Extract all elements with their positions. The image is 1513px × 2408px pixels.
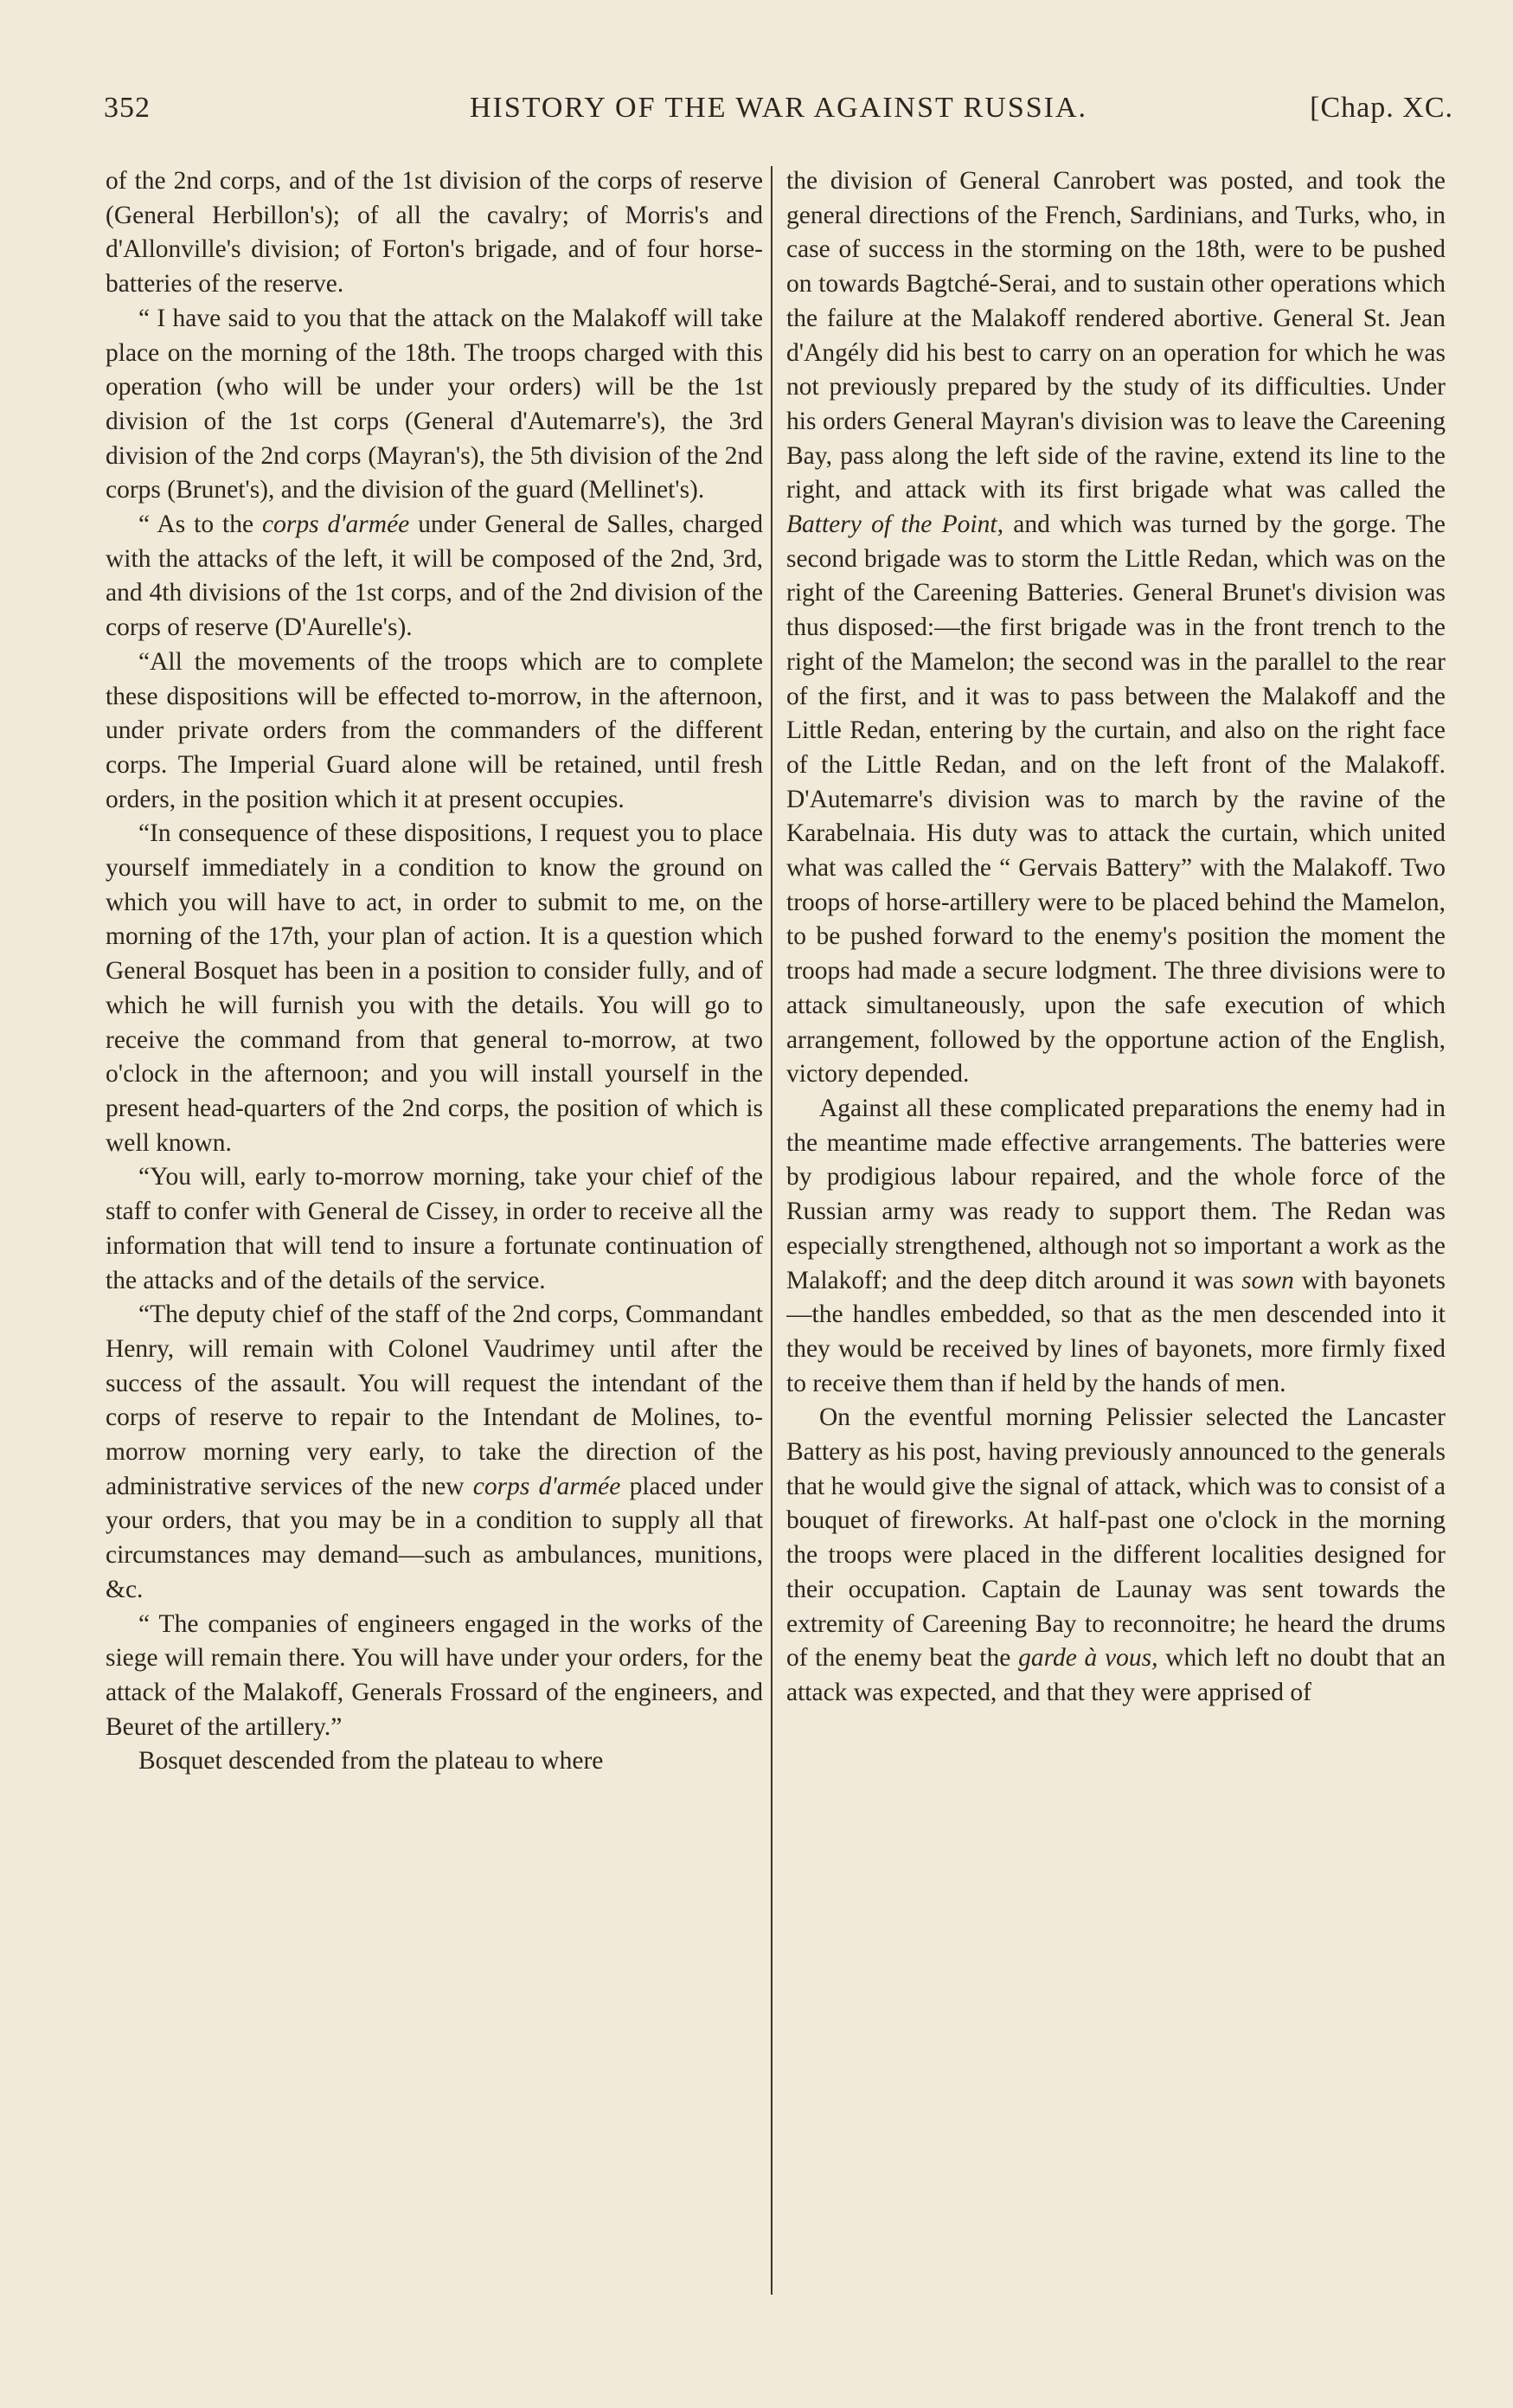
paragraph: “ As to the corps d'armée under General de Salles, charged with the attacks of the left, it will be composed of the 2nd, 3rd, and 4th divisions of the 1st corps, and of the 2nd division of the corps of reserve (D'Aurelle's).	[106, 510, 763, 642]
running-title: HISTORY OF THE WAR AGAINST RUSSIA.	[469, 92, 1088, 124]
page-number: 352	[104, 92, 151, 124]
column-rule	[771, 166, 773, 2295]
paragraph: of the 2nd corps, and of the 1st division of the corps of reserve (General Herbillon's); of all the cavalry; of Morris's and d'Allonville's division; of Forton's brigade, and of four horse-batteries of the reserve.	[106, 167, 763, 299]
paragraph: On the eventful morning Pelissier selected the Lancaster Battery as his post, having previously announced to the generals that he would give the signal of attack, which was to consist of a bouquet of fireworks. At half-past one o'clock in the morning the troops were placed in the different localities designed for their occupation. Captain de Launay was sent towards the extremity of Careening Bay to reconnoitre; he heard the drums of the enemy beat the garde à vous, which left no doubt that an attack was expected, and that they were apprised of	[786, 1403, 1446, 1706]
running-header	[104, 92, 1453, 137]
paragraph: Against all these complicated preparations the enemy had in the meantime made effective arrangements. The batteries were by prodigious labour repaired, and the whole force of the Russian army was ready to support them. The Redan was especially strengthened, although not so important a work as the Malakoff; and the deep ditch around it was sown with bayonets—the handles embedded, so that as the men descended into it they would be received by lines of bayonets, more firmly fixed to receive them than if held by the hands of men.	[786, 1094, 1446, 1397]
paragraph: “The deputy chief of the staff of the 2nd corps, Commandant Henry, will remain with Colonel Vaudrimey until after the success of the assault. You will request the intendant of the corps of reserve to repair to the Intendant de Molines, to-morrow morning very early, to take the direction of the administrative services of the new corps d'armée placed under your orders, that you may be in a condition to supply all that circumstances may demand—such as ambulances, munitions, &c.	[106, 1300, 763, 1603]
chapter-label: [Chap. XC.	[1310, 92, 1453, 124]
paragraph: Bosquet descended from the plateau to where	[138, 1747, 604, 1775]
right-column	[786, 164, 1446, 2293]
paragraph: “All the movements of the troops which are to complete these dispositions will be effected to-morrow, in the afternoon, under private orders from the commanders of the different corps. The Imperial Guard alone will be retained, until fresh orders, in the position which it at present occupies.	[106, 647, 763, 813]
left-column	[106, 164, 763, 2293]
paragraph: “ The companies of engineers engaged in the works of the siege will remain there. You will have under your orders, for the attack of the Malakoff, Generals Frossard of the engineers, and Beuret of the artillery.”	[106, 1609, 763, 1741]
paragraph: “ I have said to you that the attack on the Malakoff will take place on the morning of the 18th. The troops charged with this operation (who will be under your orders) will be the 1st division of the 1st corps (General d'Autemarre's), the 3rd division of the 2nd corps (Mayran's), the 5th division of the 2nd corps (Brunet's), and the division of the guard (Mellinet's).	[106, 304, 763, 504]
paragraph: “In consequence of these dispositions, I request you to place yourself immediately in a condition to know the ground on which you will have to act, in order to submit to me, on the morning of the 17th, your plan of action. It is a question which General Bosquet has been in a position to consider fully, and of which he will furnish you with the details. You will go to receive the command from that general to-morrow, at two o'clock in the afternoon; and you will install yourself in the present head-quarters of the 2nd corps, the position of which is well known.	[106, 819, 763, 1157]
paragraph: the division of General Canrobert was posted, and took the general directions of the French, Sardinians, and Turks, who, in case of success in the storming on the 18th, were to be pushed on towards Bagtché-Serai, and to sustain other operations which the failure at the Malakoff rendered abortive. General St. Jean d'Angély did his best to carry on an operation for which he was not previously prepared by the study of its difficulties. Under his orders General Mayran's division was to leave the Careening Bay, pass along the left side of the ravine, extend its line to the right, and attack with its first brigade what was called the Battery of the Point, and which was turned by the gorge. The second brigade was to storm the Little Redan, which was on the right of the Careening Batteries. General Brunet's division was thus disposed:—the first brigade was in the front trench to the right of the Mamelon; the second was in the parallel to the rear of the first, and it was to pass between the Malakoff and the Little Redan, entering by the curtain, and also on the right face of the Little Redan, and on the left front of the Malakoff. D'Autemarre's division was to march by the ravine of the Karabelnaia. His duty was to attack the curtain, which united what was called the “ Gervais Battery” with the Malakoff. Two troops of horse-artillery were to be placed behind the Mamelon, to be pushed forward to the enemy's position the moment the troops had made a secure lodgment. The three divisions were to attack simultaneously, upon the safe execution of which arrangement, followed by the opportune action of the English, victory depended.	[786, 167, 1446, 1088]
paragraph: “You will, early to-morrow morning, take your chief of the staff to confer with General de Cissey, in order to receive all the information that will tend to insure a fortunate continuation of the attacks and of the details of the service.	[106, 1163, 763, 1294]
